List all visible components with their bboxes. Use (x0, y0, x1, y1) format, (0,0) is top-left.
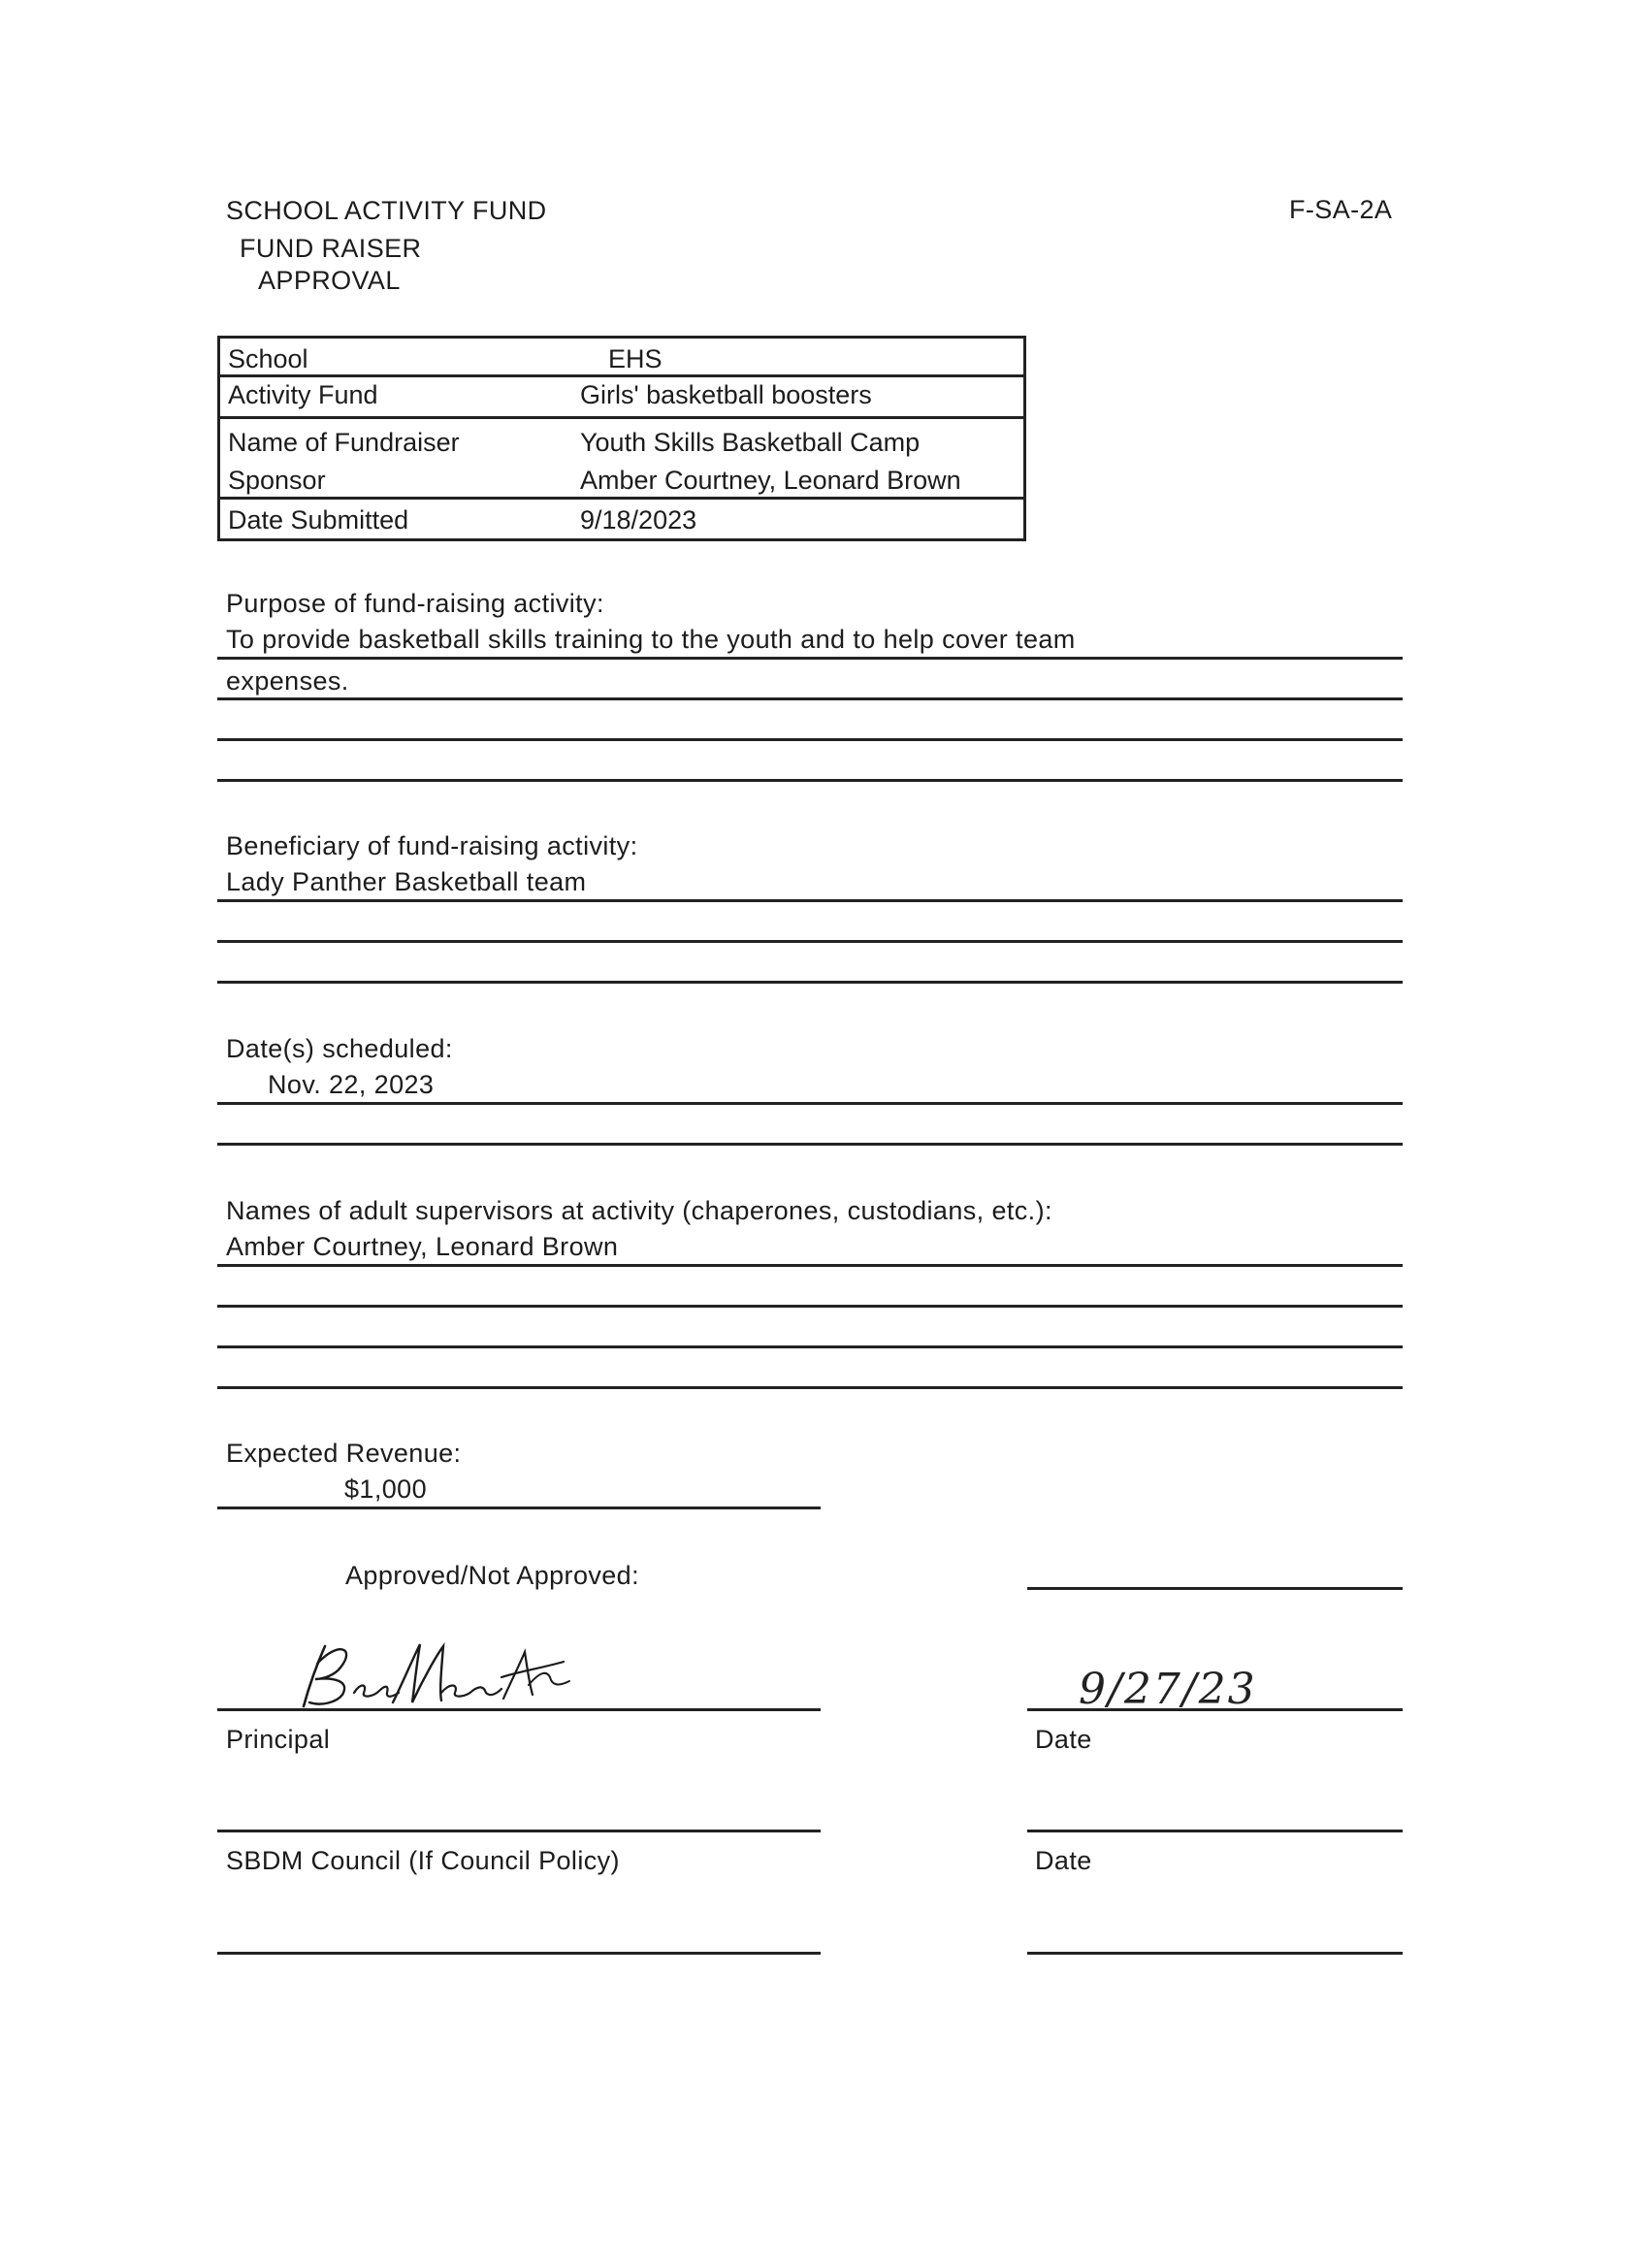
principal-date-line (1027, 1708, 1403, 1711)
purpose-text-line1: To provide basketball skills training to the youth and to help cover team (226, 625, 1076, 654)
purpose-line (217, 738, 1403, 741)
dates-scheduled-label: Date(s) scheduled: (226, 1034, 453, 1063)
info-label: Date Submitted (228, 505, 409, 535)
beneficiary-line (217, 981, 1403, 984)
beneficiary-line (217, 899, 1403, 902)
info-value: Girls' basketball boosters (580, 380, 872, 409)
purpose-text-line2: expenses. (226, 666, 349, 696)
info-value: EHS (608, 344, 663, 373)
form-title: SCHOOL ACTIVITY FUND (226, 196, 547, 225)
council-date-line (1027, 1830, 1403, 1832)
info-row-school (220, 339, 1023, 377)
info-label: Name of Fundraiser (228, 428, 460, 457)
principal-date-label: Date (1035, 1725, 1092, 1754)
info-row-sponsor (220, 458, 1023, 500)
beneficiary-value: Lady Panther Basketball team (226, 867, 587, 896)
purpose-line (217, 779, 1403, 782)
approval-label: Approved/Not Approved: (345, 1561, 639, 1590)
principal-label: Principal (226, 1725, 331, 1754)
supervisors-line (217, 1264, 1403, 1267)
supervisors-line (217, 1345, 1403, 1348)
dates-line (217, 1102, 1403, 1105)
council-signature-line (217, 1830, 821, 1832)
supervisors-label: Names of adult supervisors at activity (chaperones, custodians, etc.): (226, 1196, 1052, 1225)
info-value: Amber Courtney, Leonard Brown (580, 466, 961, 495)
info-label: School (228, 344, 308, 373)
beneficiary-label: Beneficiary of fund-raising activity: (226, 831, 638, 860)
blank-line (217, 1952, 821, 1955)
blank-line (1027, 1952, 1403, 1955)
principal-date-value: 9/27/23 (1079, 1665, 1257, 1714)
supervisors-value: Amber Courtney, Leonard Brown (226, 1232, 619, 1261)
revenue-line (217, 1507, 821, 1509)
purpose-line (217, 697, 1403, 700)
info-table (217, 336, 1026, 541)
dates-scheduled-value: Nov. 22, 2023 (268, 1070, 435, 1099)
info-value: 9/18/2023 (580, 505, 697, 535)
approval-line (1027, 1587, 1403, 1590)
form-subtitle-approval: APPROVAL (258, 266, 401, 295)
council-label: SBDM Council (If Council Policy) (226, 1846, 620, 1875)
info-label: Sponsor (228, 466, 326, 495)
dates-line (217, 1143, 1403, 1146)
revenue-label: Expected Revenue: (226, 1439, 462, 1468)
revenue-value: $1,000 (344, 1474, 427, 1504)
form-subtitle: FUND RAISER (240, 234, 422, 263)
info-row-fundraiser-name (220, 419, 1023, 458)
info-row-date-submitted (220, 500, 1023, 538)
info-row-activity-fund (220, 377, 1023, 419)
info-label: Activity Fund (228, 380, 378, 409)
info-value: Youth Skills Basketball Camp (580, 428, 921, 457)
principal-signature (296, 1635, 577, 1712)
form-code: F-SA-2A (1289, 195, 1393, 224)
purpose-line (217, 657, 1403, 660)
council-date-label: Date (1035, 1846, 1092, 1875)
purpose-label: Purpose of fund-raising activity: (226, 589, 604, 618)
principal-signature-line (217, 1708, 821, 1711)
supervisors-line (217, 1305, 1403, 1308)
beneficiary-line (217, 940, 1403, 943)
supervisors-line (217, 1386, 1403, 1389)
